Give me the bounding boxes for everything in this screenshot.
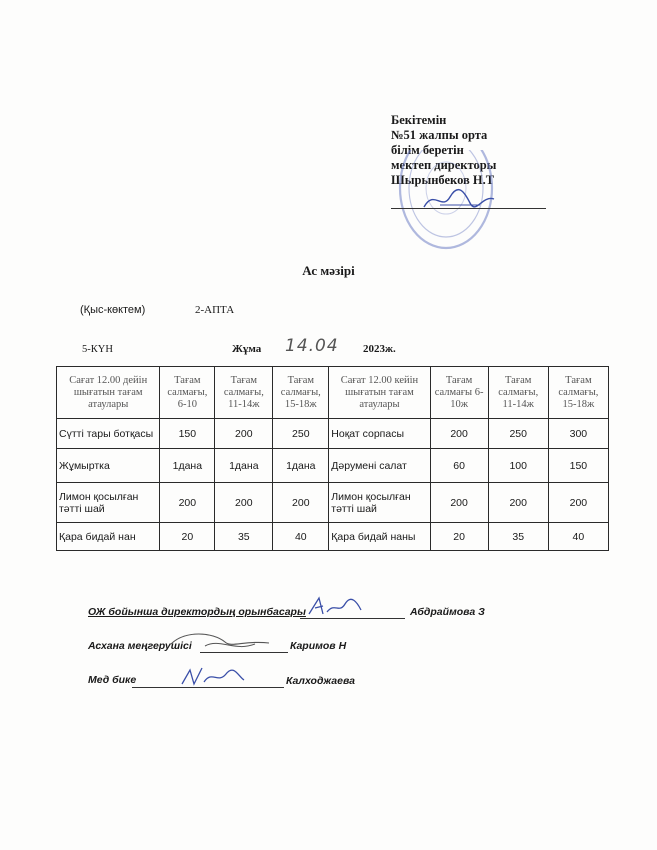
dish-name: Лимон қосылған тәтті шай [57,483,160,523]
weekday-label: Жұма [232,343,262,355]
director-signature-icon [420,185,500,215]
weight-cell: 200 [430,483,488,523]
menu-table [56,366,609,551]
table-row [57,523,609,551]
nurse-signature-icon [178,664,248,690]
weight-cell: 40 [548,523,608,551]
weight-cell: 35 [488,523,548,551]
deputy-name: Абдраймова З [410,606,485,618]
weight-cell: 100 [488,449,548,483]
approval-underline [391,208,546,209]
deputy-signature-icon [305,594,365,620]
canteen-signature-icon [165,628,275,658]
season-label: (Қыс-көктем) [80,304,146,316]
deputy-title: ОЖ бойынша директордың орынбасары [88,606,306,618]
page-title: Ас мәзірі [302,263,355,278]
approval-line: білім беретін [391,143,464,157]
column-header: Сағат 12.00 кейін шығатын тағам атаулары [329,367,430,419]
column-header: Тағам салмағы, 11-14ж [215,367,273,419]
column-header: Сағат 12.00 дейін шығатын тағам атаулары [57,367,160,419]
weight-cell: 20 [160,523,215,551]
weight-cell: 1дана [273,449,329,483]
weight-cell: 250 [273,419,329,449]
nurse-name: Калходжаева [286,675,356,687]
dish-name: Жұмыртка [57,449,160,483]
dish-name: Сүтті тары ботқасы [57,419,160,449]
weight-cell: 250 [488,419,548,449]
dish-name: Дәрумені салат [329,449,430,483]
weight-cell: 150 [548,449,608,483]
dish-name: Қара бидай наны [329,523,430,551]
approval-line: мектеп директоры [391,158,497,172]
weight-cell: 200 [548,483,608,523]
weight-cell: 1дана [215,449,273,483]
approval-line: Бекітемін [391,113,447,127]
weight-cell: 200 [488,483,548,523]
column-header: Тағам салмағы, 11-14ж [488,367,548,419]
handwritten-date: 14.04 [285,336,339,356]
week-label: 2-АПТА [195,304,235,316]
approval-line: №51 жалпы орта [391,128,488,142]
weight-cell: 200 [215,483,273,523]
weight-cell: 40 [273,523,329,551]
weight-cell: 200 [160,483,215,523]
weight-cell: 60 [430,449,488,483]
table-row [57,419,609,449]
column-header: Тағам салмағы, 6-10 [160,367,215,419]
weight-cell: 150 [160,419,215,449]
dish-name: Қара бидай нан [57,523,160,551]
canteen-title: Асхана меңгерушісі [88,640,192,652]
column-header: Тағам салмағы, 15-18ж [273,367,329,419]
nurse-title: Мед бике [88,674,137,686]
table-row [57,449,609,483]
table-row [57,483,609,523]
dish-name: Лимон қосылған тәтті шай [329,483,430,523]
weight-cell: 35 [215,523,273,551]
table-header-row [57,367,609,419]
approval-line: Шырынбеков Н.Т [391,173,495,187]
year-label: 2023ж. [363,343,396,355]
weight-cell: 200 [273,483,329,523]
column-header: Тағам салмағы 6-10ж [430,367,488,419]
weight-cell: 300 [548,419,608,449]
dish-name: Ноқат сорпасы [329,419,430,449]
column-header: Тағам салмағы, 15-18ж [548,367,608,419]
weight-cell: 200 [430,419,488,449]
canteen-name: Каримов Н [290,640,347,652]
weight-cell: 200 [215,419,273,449]
weight-cell: 20 [430,523,488,551]
day-label: 5-КҮН [82,344,113,355]
weight-cell: 1дана [160,449,215,483]
